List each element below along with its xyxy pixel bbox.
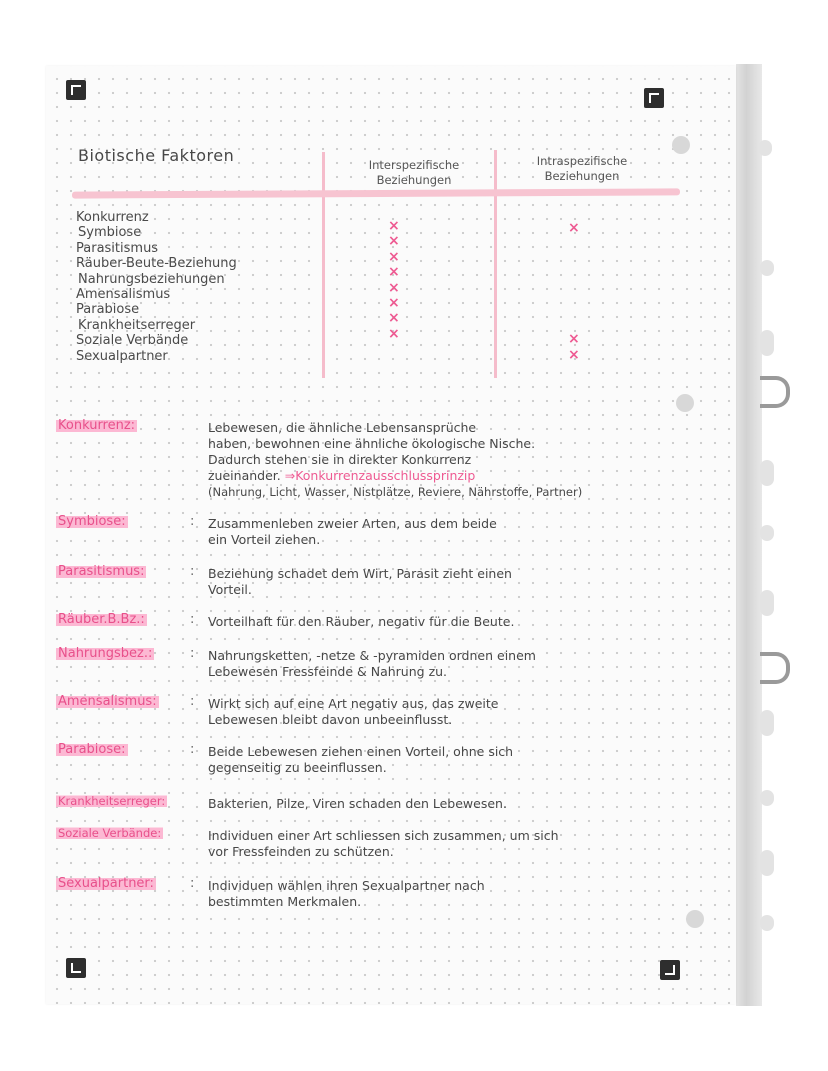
definition-text-line: [208, 828, 559, 844]
definition-text: Beziehung schadet dem Wirt, Parasit zieht einen: [208, 566, 512, 581]
column-header-line: Interspezifische: [368, 158, 460, 172]
definition-text-line: [208, 796, 507, 812]
definition-term: Parabiose:: [58, 742, 126, 757]
sleeve-hole: [760, 915, 774, 931]
definition-text-line: [208, 452, 471, 468]
sleeve-hole: [760, 260, 774, 276]
sleeve-hole: [760, 790, 774, 806]
interspecific-mark: ×: [388, 310, 400, 327]
definition-text-line: [208, 468, 475, 484]
definition-term: Krankheitserreger:: [58, 794, 166, 808]
definition-colon: :: [190, 694, 195, 709]
definition-text: haben, bewohnen eine ähnliche ökologische Nische.: [208, 436, 536, 451]
definition-text: bestimmten Merkmalen.: [208, 894, 362, 909]
column-header-intraspecific: [512, 154, 652, 184]
definition-text: Bakterien, Pilze, Viren schaden den Lebewesen.: [208, 796, 507, 811]
sleeve-hole: [758, 140, 772, 156]
sleeve-hole: [760, 525, 774, 541]
interspecific-mark: ×: [388, 279, 400, 296]
intraspecific-mark: ×: [568, 346, 580, 363]
definition-text-line: [208, 844, 394, 860]
intraspecific-mark: ×: [568, 220, 580, 236]
definition-text: Lebewesen, die ähnliche Lebensansprüche: [208, 420, 477, 435]
definition-text-line: [208, 532, 320, 548]
interspecific-mark: ×: [388, 295, 400, 311]
definition-colon: :: [190, 612, 195, 627]
definition-text-line: [208, 436, 535, 452]
definition-text: Individuen einer Art schliessen sich zusammen, um sich: [208, 828, 559, 843]
definition-term: Sexualpartner:: [58, 876, 154, 891]
definition-text: Wirkt sich auf eine Art negativ aus, das zweite: [208, 696, 499, 711]
definition-text-line: [208, 760, 387, 776]
definition-text: Individuen wählen ihren Sexualpartner nach: [208, 878, 485, 893]
definition-text: ein Vorteil ziehen.: [208, 532, 321, 547]
table-row-label: Soziale Verbände: [76, 333, 189, 349]
definition-text-line: [208, 712, 452, 728]
definition-colon: :: [190, 514, 195, 529]
definition-text: Lebewesen bleibt davon unbeeinflusst.: [208, 712, 453, 727]
definition-text: Vorteil.: [208, 582, 252, 597]
binder-ring: [760, 652, 790, 684]
definition-text-line: [208, 566, 512, 582]
definition-term: Symbiose:: [58, 514, 126, 529]
column-header-interspecific: [344, 158, 484, 188]
definition-colon: :: [190, 646, 195, 661]
interspecific-mark: ×: [388, 264, 400, 281]
definition-colon: :: [190, 876, 195, 891]
definition-text-line: [208, 582, 252, 598]
definition-text: Beide Lebewesen ziehen einen Vorteil, ohne sich: [208, 744, 514, 759]
table-row-label: Räuber-Beute-Beziehung: [76, 256, 237, 272]
binder-ring: [760, 376, 790, 408]
interspecific-mark: ×: [388, 218, 400, 234]
definition-text-line: [208, 744, 513, 760]
definition-text: Lebewesen Fressfeinde & Nahrung zu.: [208, 664, 448, 679]
sleeve-hole: [760, 330, 774, 356]
definition-text-line: [208, 614, 514, 630]
dotted-notebook-page: [46, 66, 736, 1004]
definition-text-line: [208, 696, 498, 712]
sleeve-hole: [760, 590, 774, 616]
definition-text: vor Fressfeinden zu schützen.: [208, 844, 394, 859]
page-corner-marker-icon: [660, 960, 680, 980]
page-corner-marker-icon: [66, 958, 86, 978]
definition-term: Nahrungsbez.:: [58, 646, 153, 661]
definition-colon: :: [190, 742, 195, 757]
definition-text: Vorteilhaft für den Räuber, negativ für die Beute.: [208, 614, 515, 629]
table-divider-vertical: [322, 152, 325, 378]
highlighted-principle: ⇒Konkurrenzausschlussprinzip: [280, 468, 476, 483]
interspecific-mark: ×: [388, 248, 400, 265]
punch-hole: [686, 910, 704, 928]
table-row-label: Symbiose: [78, 225, 142, 241]
definition-colon: :: [190, 564, 195, 579]
definition-text-line: [208, 516, 497, 532]
definition-text-line: [208, 648, 536, 664]
definition-examples: (Nahrung, Licht, Wasser, Nistplätze, Reviere, Nährstoffe, Partner): [208, 485, 583, 499]
table-row-label: Nahrungsbeziehungen: [78, 271, 225, 287]
table-row-label: Parabiose: [76, 302, 140, 318]
table-row-label: Parasitismus: [76, 240, 159, 256]
definition-text-line: [208, 894, 361, 910]
definition-term: Soziale Verbände:: [58, 826, 162, 840]
definition-text: Dadurch stehen sie in direkter Konkurrenz: [208, 452, 472, 467]
interspecific-mark: ×: [388, 233, 400, 250]
table-divider-vertical: [494, 150, 497, 378]
definition-text-line: [208, 878, 485, 894]
column-header-line: Beziehungen: [544, 169, 620, 183]
definition-text: Nahrungsketten, -netze & -pyramiden ordnen einem: [208, 648, 536, 663]
table-row-label: Sexualpartner: [76, 348, 168, 364]
sleeve-hole: [760, 850, 774, 876]
table-title: Biotische Faktoren: [78, 146, 235, 165]
punch-hole: [676, 394, 694, 412]
definition-text: zueinander.: [208, 468, 281, 483]
intraspecific-mark: ×: [568, 331, 580, 348]
sleeve-hole: [760, 460, 774, 486]
punch-hole: [672, 136, 690, 154]
page-corner-marker-icon: [644, 88, 664, 108]
definition-term: Amensalismus:: [58, 694, 157, 709]
definition-text: gegenseitig zu beeinflussen.: [208, 760, 387, 775]
definition-text: Zusammenleben zweier Arten, aus dem beide: [208, 516, 497, 531]
column-header-line: Beziehungen: [376, 173, 452, 187]
table-row-label: Amensalismus: [76, 287, 171, 302]
definition-text-line: [208, 420, 476, 436]
definition-term: Parasitismus:: [58, 564, 145, 579]
interspecific-mark: ×: [388, 325, 400, 342]
definition-term: Konkurrenz:: [58, 418, 136, 433]
column-header-line: Intraspezifische: [536, 154, 628, 168]
definition-text-line: [208, 664, 447, 680]
page-corner-marker-icon: [66, 80, 86, 100]
sleeve-hole: [760, 710, 774, 736]
definition-term: Räuber.B.Bz.:: [58, 612, 145, 627]
table-row-label: Krankheitserreger: [78, 317, 196, 333]
table-row-label: Konkurrenz: [76, 210, 149, 225]
sheet-protector-edge: [736, 64, 762, 1006]
